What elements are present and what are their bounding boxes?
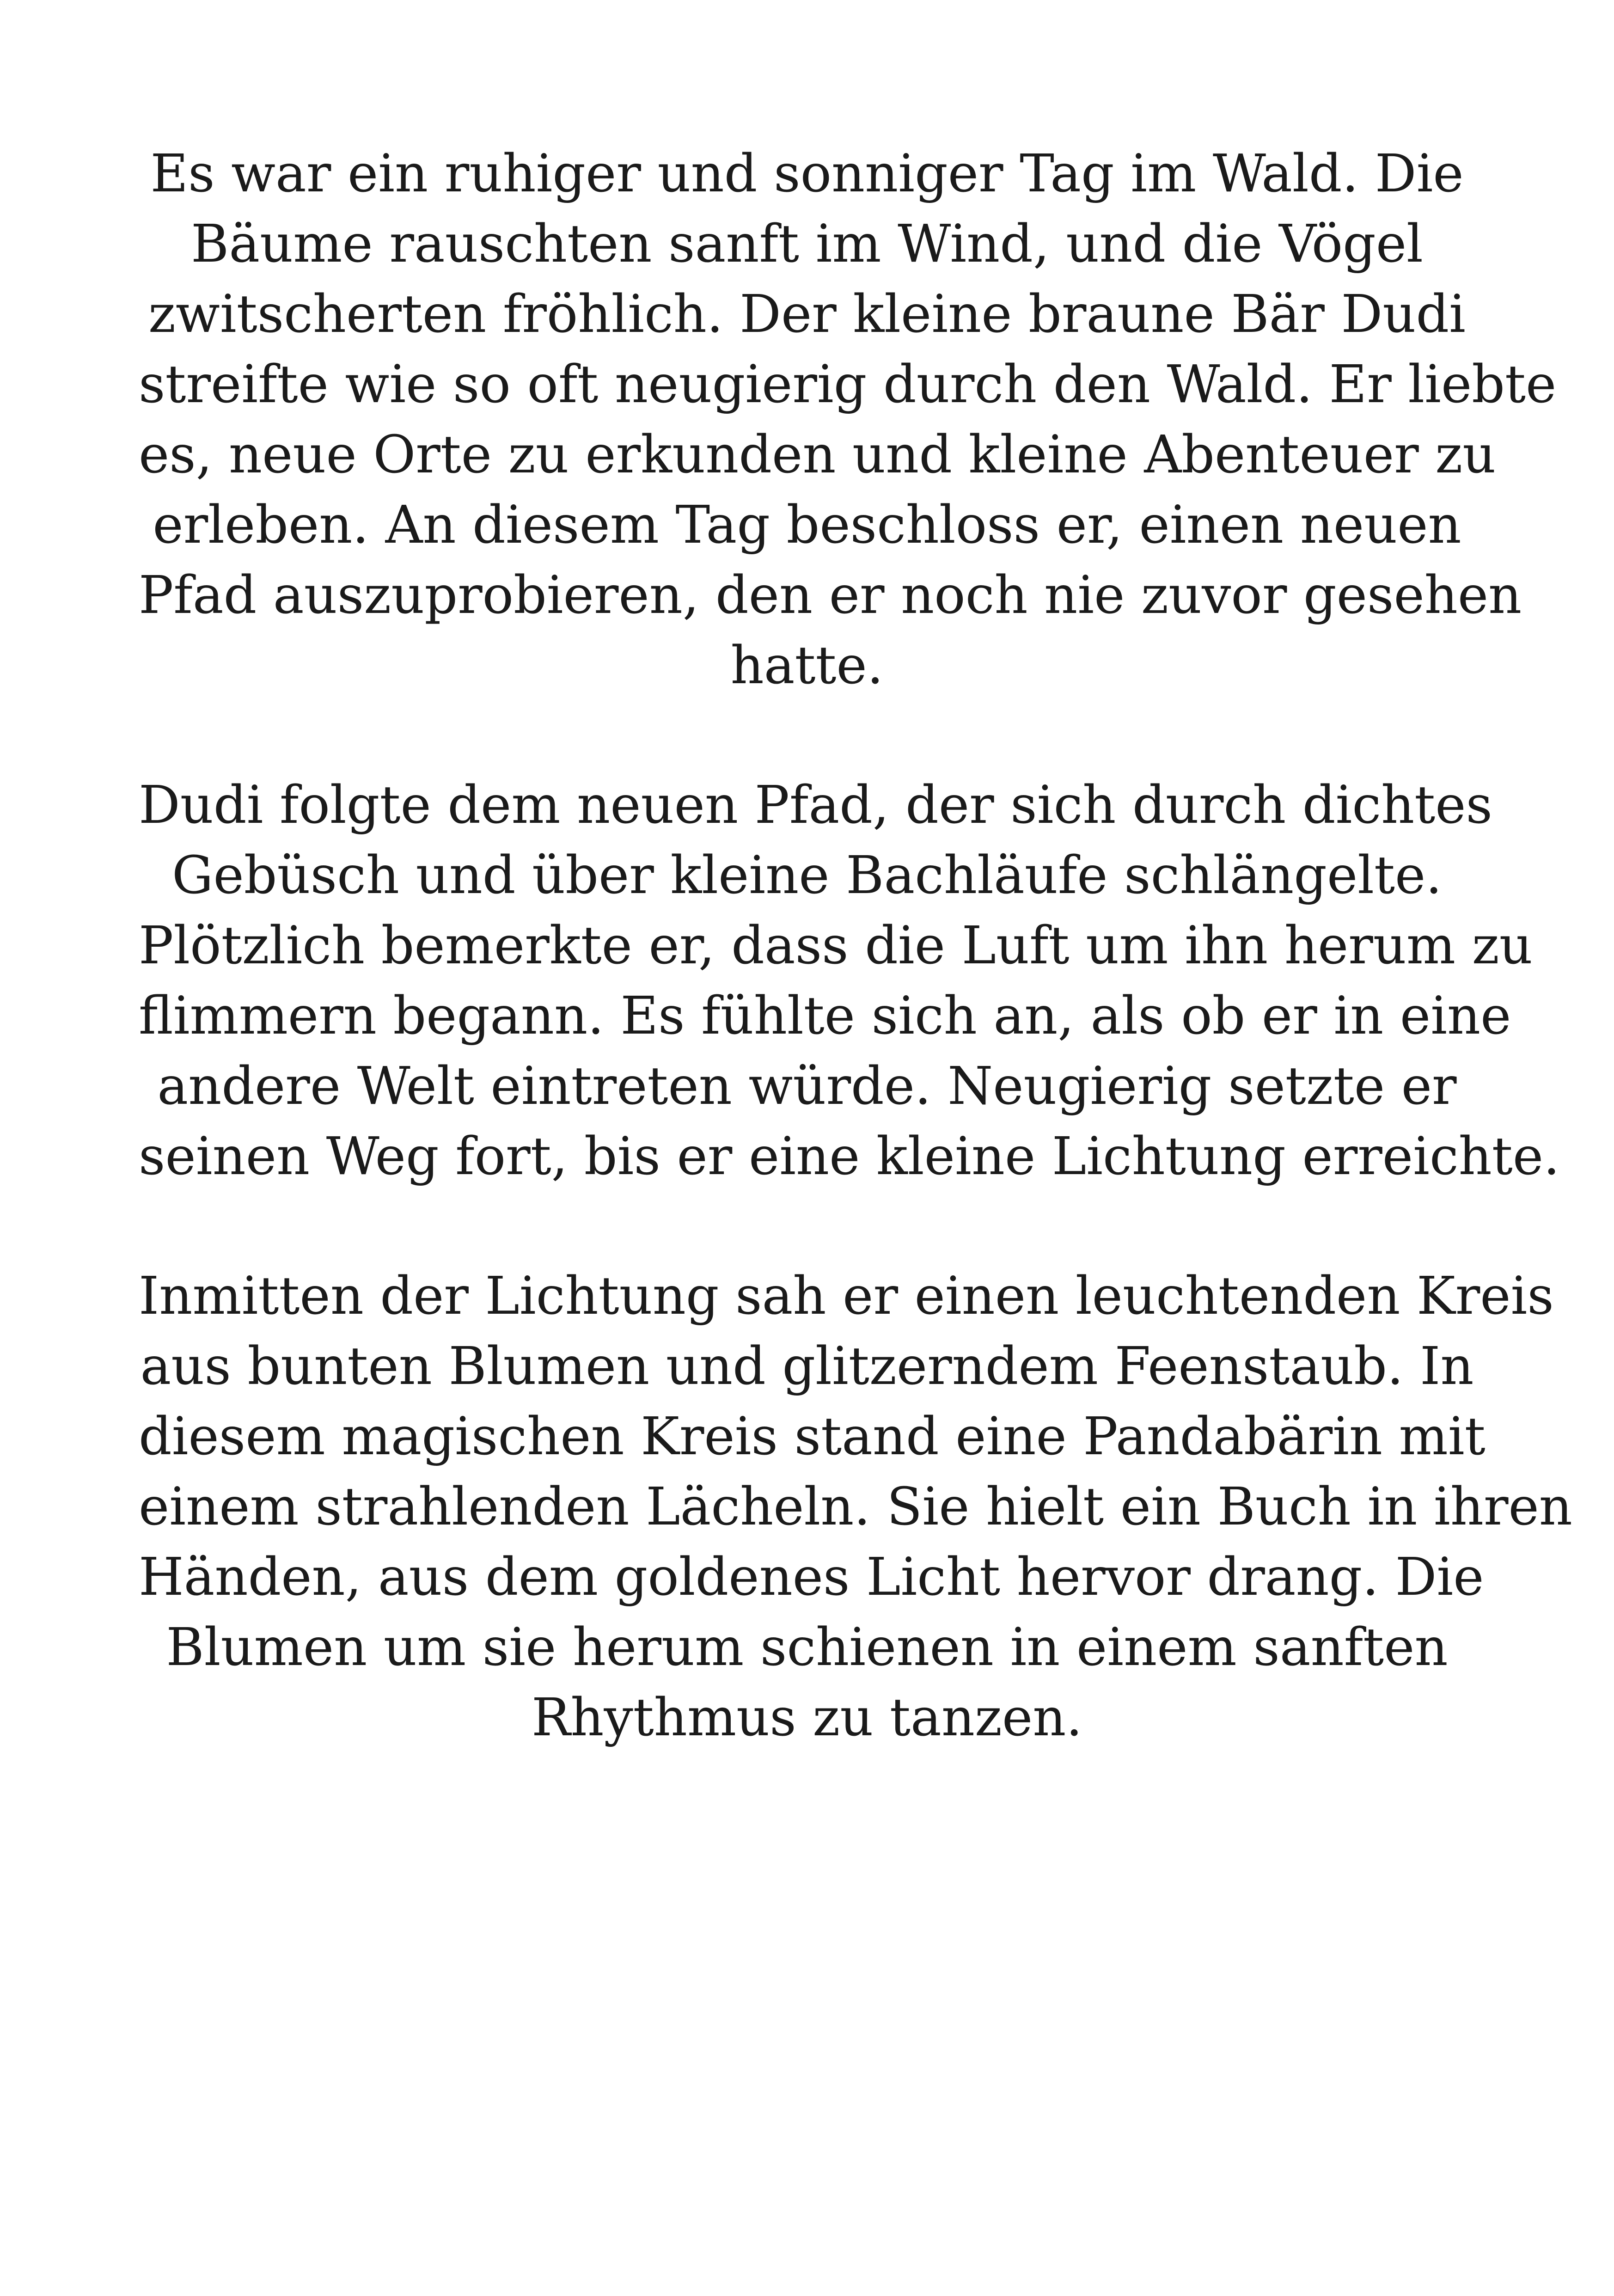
text-line: Rhythmus zu tanzen. — [532, 1688, 1082, 1748]
text-line: zwitscherten fröhlich. Der kleine braune Bär Dudi — [148, 284, 1466, 344]
text-line: einem strahlenden Lächeln. Sie hielt ein Buch in ihren — [139, 1477, 1572, 1537]
text-line: Blumen um sie herum schienen in einem sanften — [166, 1617, 1448, 1678]
text-line: Gebüsch und über kleine Bachläufe schlängelte. — [172, 845, 1442, 906]
text-line: streifte wie so oft neugierig durch den Wald. Er liebte — [139, 355, 1557, 415]
text-line: andere Welt eintreten würde. Neugierig setzte er — [157, 1056, 1457, 1116]
text-line: seinen Weg fort, bis er eine kleine Lichtung erreichte. — [139, 1127, 1560, 1187]
text-line: Pfad auszuprobieren, den er noch nie zuvor gesehen — [139, 565, 1522, 625]
text-line: Dudi folgte dem neuen Pfad, der sich durch dichtes — [139, 775, 1493, 835]
text-line: Bäume rauschten sanft im Wind, und die Vögel — [191, 214, 1423, 274]
story-paragraph-3 — [139, 1261, 1572, 1753]
text-line: erleben. An diesem Tag beschloss er, einen neuen — [153, 495, 1461, 555]
text-line: diesem magischen Kreis stand eine Pandabärin mit — [139, 1407, 1486, 1467]
text-line: Händen, aus dem goldenes Licht hervor drang. Die — [139, 1547, 1484, 1607]
text-line: Es war ein ruhiger und sonniger Tag im Wald. Die — [150, 144, 1464, 204]
text-line: Plötzlich bemerkte er, dass die Luft um ihn herum zu — [139, 916, 1533, 976]
story-text — [139, 139, 1572, 1822]
story-paragraph-1 — [139, 139, 1557, 701]
text-line: aus bunten Blumen und glitzerndem Feenstaub. In — [140, 1336, 1474, 1396]
text-line: hatte. — [730, 636, 884, 696]
text-line: es, neue Orte zu erkunden und kleine Abenteuer zu — [139, 425, 1496, 485]
text-line: flimmern begann. Es fühlte sich an, als ob er in eine — [139, 986, 1511, 1046]
text-line: Inmitten der Lichtung sah er einen leuchtenden Kreis — [139, 1266, 1554, 1326]
story-paragraph-2 — [139, 770, 1560, 1192]
